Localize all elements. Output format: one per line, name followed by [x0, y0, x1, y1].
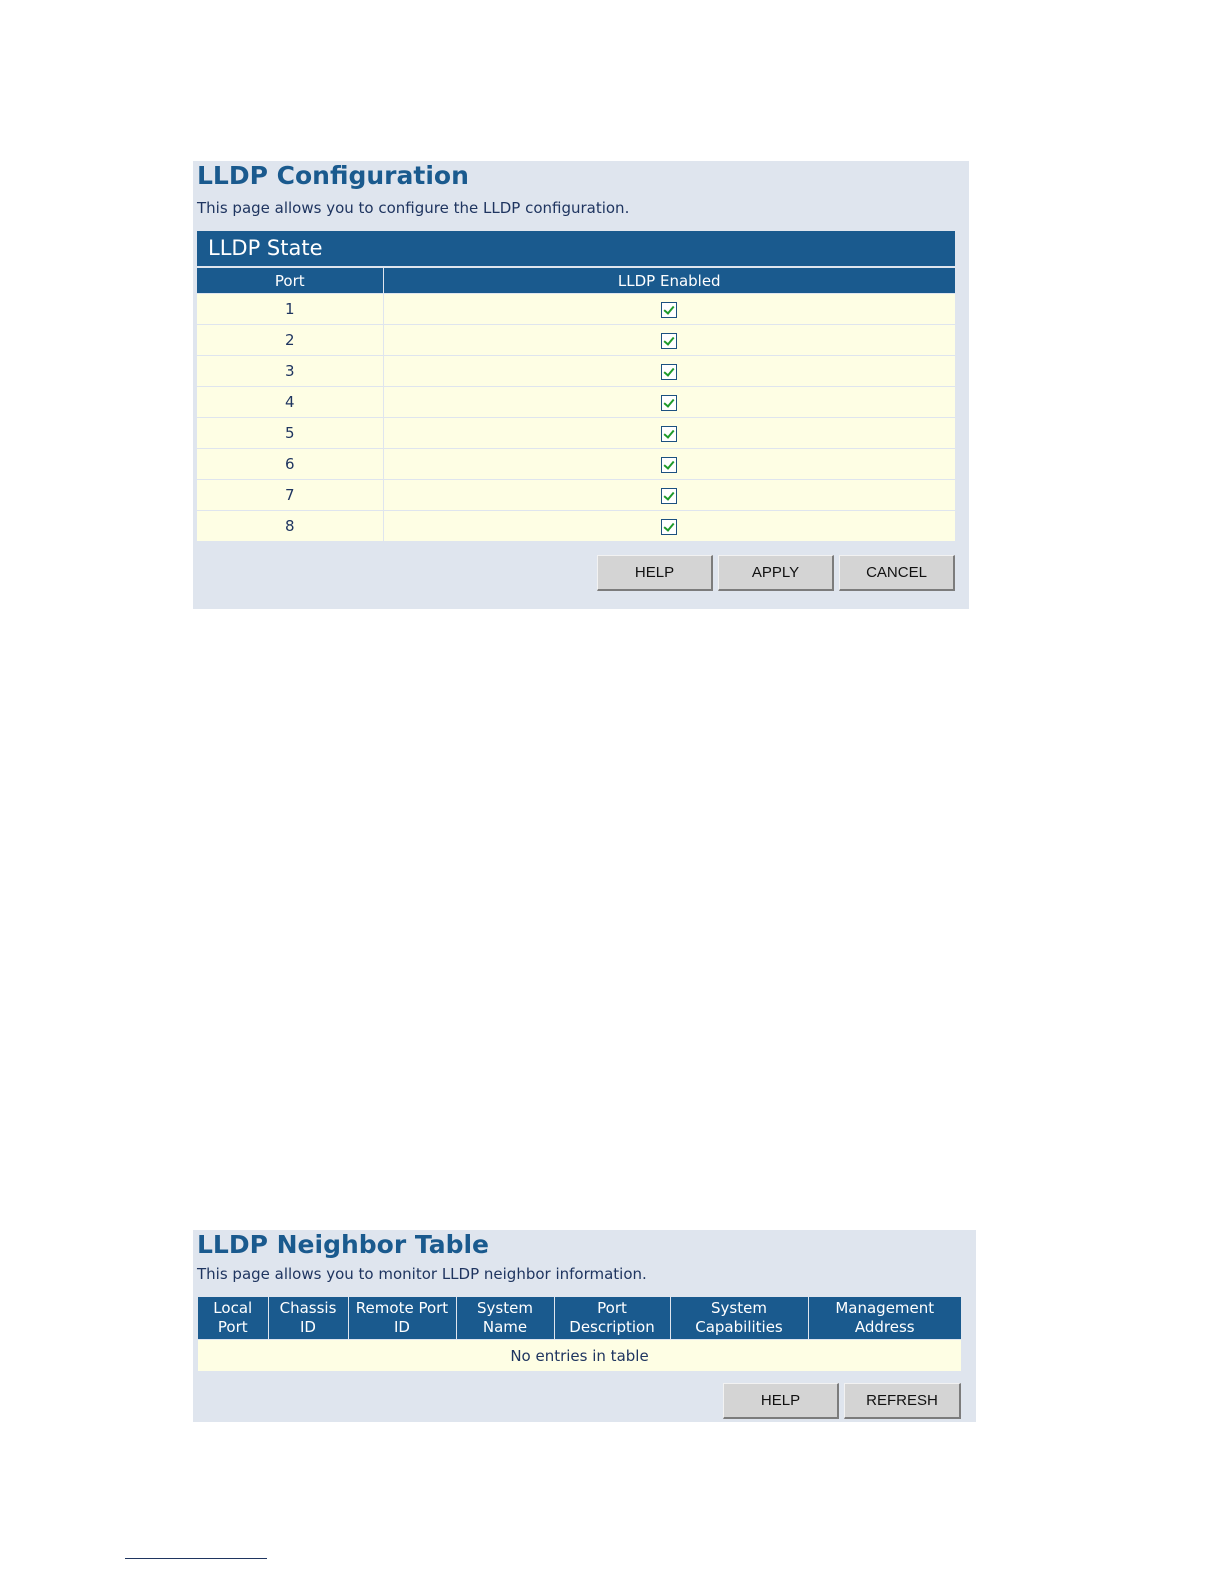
lldp-enabled-cell: [383, 449, 955, 480]
lldp-enabled-checkbox[interactable]: [661, 395, 677, 411]
column-header-line: System: [711, 1299, 767, 1317]
column-header-chassis-id: [268, 1297, 348, 1340]
empty-table-message: No entries in table: [198, 1340, 961, 1372]
lldp-enabled-checkbox[interactable]: [661, 302, 677, 318]
lldp-enabled-cell: [383, 418, 955, 449]
column-header-management-address: [808, 1297, 961, 1340]
column-header-line: Name: [482, 1318, 528, 1336]
table-row: [197, 294, 955, 325]
column-header-port-description: [554, 1297, 670, 1340]
column-header-line: Remote Port: [355, 1299, 449, 1317]
column-header-line: ID: [394, 1318, 410, 1336]
table-row: [197, 418, 955, 449]
port-number: 7: [197, 480, 383, 511]
lldp-enabled-checkbox[interactable]: [661, 519, 677, 535]
cancel-button[interactable]: CANCEL: [839, 555, 955, 591]
column-header-port: Port: [197, 268, 383, 294]
port-number: 3: [197, 356, 383, 387]
port-number: 1: [197, 294, 383, 325]
lldp-neighbor-table: [198, 1297, 961, 1371]
column-header-local-port: [198, 1297, 268, 1340]
table-row: [197, 449, 955, 480]
lldp-neighbor-panel: [193, 1230, 976, 1422]
lldp-enabled-cell: [383, 480, 955, 511]
lldp-state-table: [197, 268, 955, 541]
lldp-enabled-cell: [383, 387, 955, 418]
column-header-line: Management: [835, 1299, 935, 1317]
lldp-enabled-checkbox[interactable]: [661, 426, 677, 442]
page-description: This page allows you to configure the LLDP configuration.: [197, 199, 630, 217]
column-header-system-name: [456, 1297, 554, 1340]
column-header-line: ID: [300, 1318, 316, 1336]
table-row: [197, 356, 955, 387]
port-number: 5: [197, 418, 383, 449]
page-title: LLDP Configuration: [197, 161, 469, 190]
column-header-line: Description: [569, 1318, 655, 1336]
column-header-system-capabilities: [670, 1297, 808, 1340]
column-header-line: System: [477, 1299, 533, 1317]
table-row: [197, 387, 955, 418]
lldp-enabled-cell: [383, 356, 955, 387]
footnote-divider: [125, 1558, 267, 1559]
section-title: LLDP State: [197, 231, 955, 266]
column-header-line: Port: [597, 1299, 627, 1317]
apply-button[interactable]: APPLY: [718, 555, 834, 591]
column-header-line: Chassis: [279, 1299, 337, 1317]
port-number: 4: [197, 387, 383, 418]
lldp-enabled-cell: [383, 511, 955, 542]
page-title: LLDP Neighbor Table: [197, 1230, 490, 1259]
refresh-button[interactable]: REFRESH: [844, 1383, 961, 1419]
lldp-enabled-cell: [383, 325, 955, 356]
lldp-enabled-checkbox[interactable]: [661, 457, 677, 473]
page-description: This page allows you to monitor LLDP neighbor information.: [197, 1265, 647, 1283]
lldp-configuration-panel: [193, 161, 969, 609]
lldp-enabled-checkbox[interactable]: [661, 364, 677, 380]
help-button[interactable]: HELP: [597, 555, 713, 591]
table-row: [197, 325, 955, 356]
column-header-line: Port: [217, 1318, 248, 1336]
lldp-enabled-cell: [383, 294, 955, 325]
column-header-line: Address: [854, 1318, 915, 1336]
column-header-lldp-enabled: LLDP Enabled: [383, 268, 955, 294]
column-header-remote-port-id: [348, 1297, 456, 1340]
column-header-line: Local: [213, 1299, 253, 1317]
port-number: 2: [197, 325, 383, 356]
table-row: [197, 511, 955, 542]
table-row: [197, 480, 955, 511]
help-button[interactable]: HELP: [723, 1383, 839, 1419]
lldp-enabled-checkbox[interactable]: [661, 333, 677, 349]
lldp-state-rows: [197, 294, 955, 542]
lldp-enabled-checkbox[interactable]: [661, 488, 677, 504]
port-number: 6: [197, 449, 383, 480]
column-header-line: Capabilities: [695, 1318, 783, 1336]
port-number: 8: [197, 511, 383, 542]
